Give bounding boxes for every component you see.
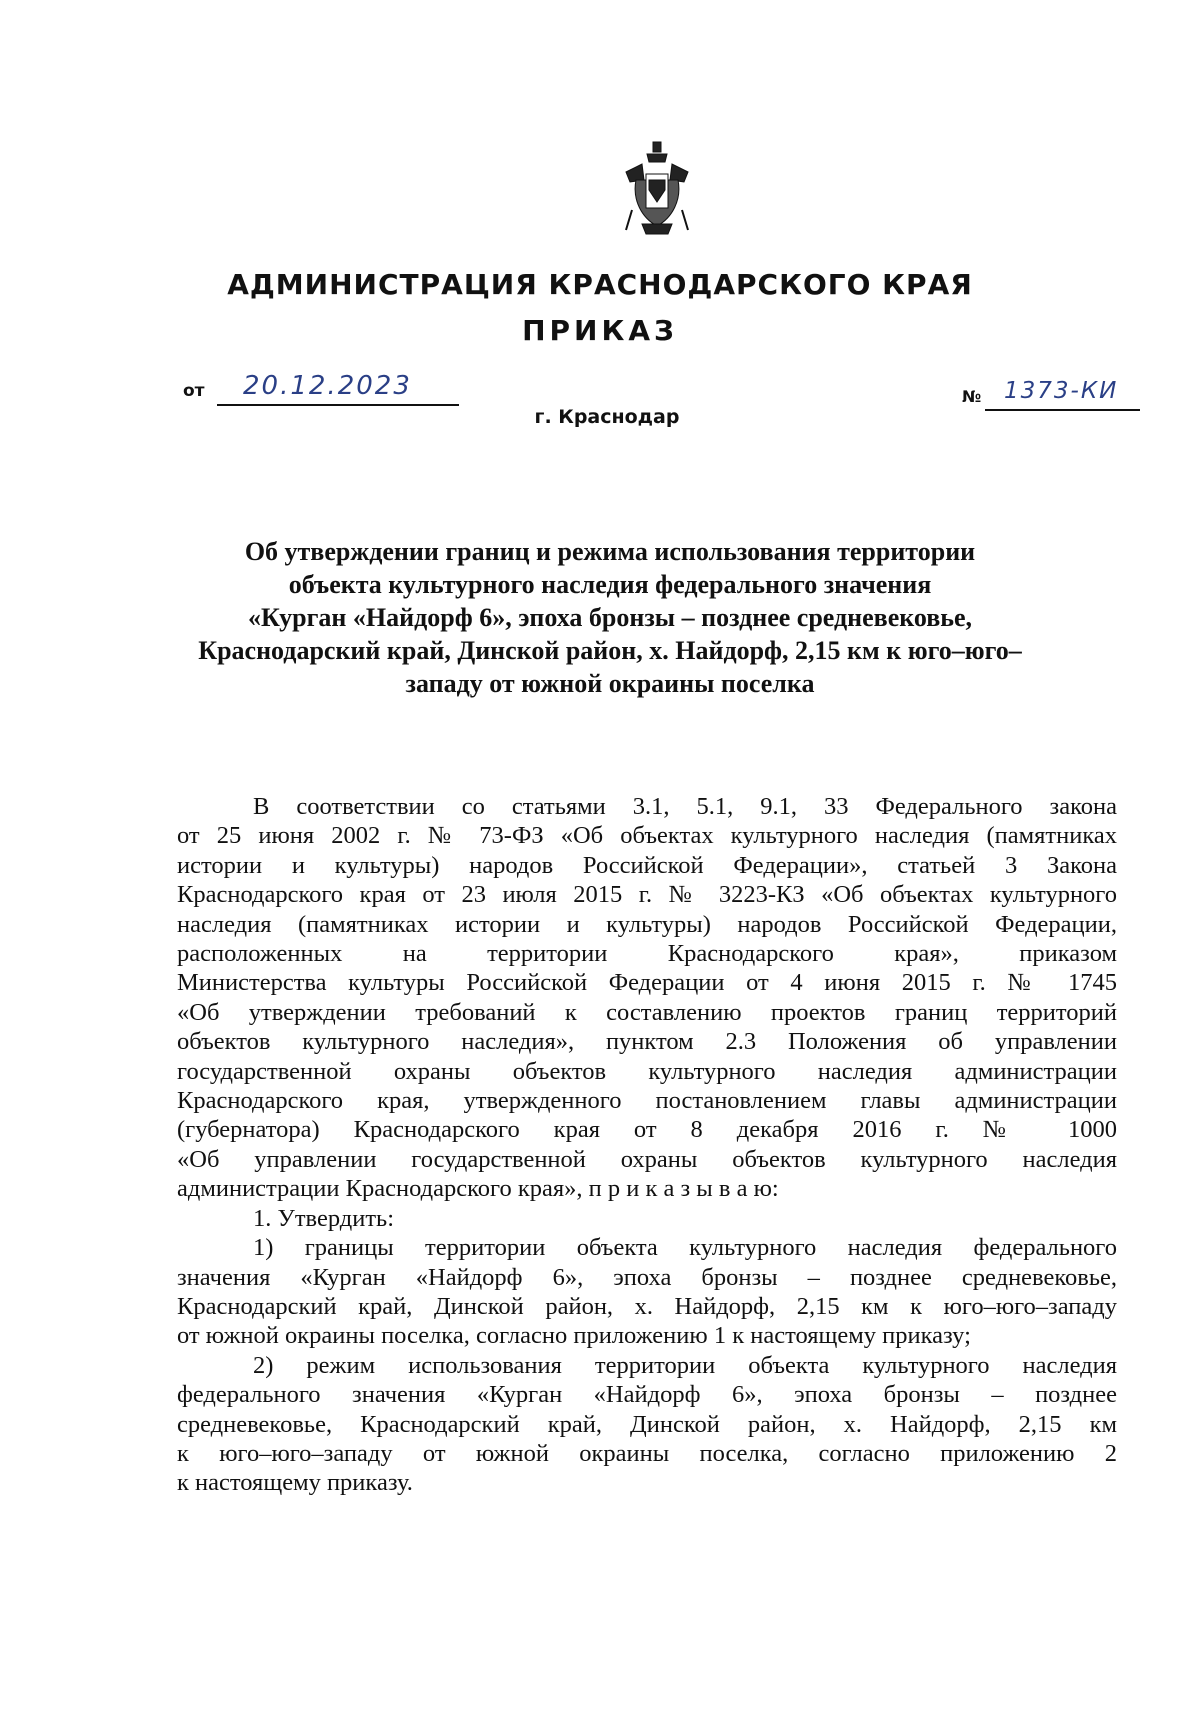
body-line: В соответствии со статьями 3.1, 5.1, 9.1, 33 Федерального закона bbox=[253, 793, 1117, 820]
body-line: значения «Курган «Найдорф 6», эпоха бронзы – позднее средневековье, bbox=[177, 1263, 1117, 1291]
body-line: «Об утверждении требований к составлению проектов границ территорий bbox=[177, 998, 1117, 1026]
coat-of-arms-emblem bbox=[622, 140, 692, 240]
body-line: (губернатора) Краснодарского края от 8 декабря 2016 г. № 1000 bbox=[177, 1116, 1117, 1144]
number-label: № bbox=[962, 387, 982, 406]
body-line: 1) границы территории объекта культурного наследия федерального bbox=[253, 1234, 1117, 1262]
body-line: объектов культурного наследия», пунктом 2.3 Положения об управлении bbox=[177, 1028, 1117, 1056]
body-line: к настоящему приказу. bbox=[177, 1469, 413, 1497]
body-line: Краснодарского края, утвержденного постановлением главы администрации bbox=[177, 1087, 1117, 1115]
body-line: администрации Краснодарского края», п р и к а з ы в а ю: bbox=[177, 1175, 779, 1203]
body-line: от 25 июня 2002 г. № 73-ФЗ «Об объектах культурного наследия (памятниках bbox=[177, 822, 1117, 850]
number-underline bbox=[985, 409, 1140, 411]
date-label: от bbox=[183, 381, 205, 401]
title-line: объекта культурного наследия федерального значения bbox=[288, 570, 932, 599]
body-line: 2) режим использования территории объекта культурного наследия bbox=[253, 1351, 1117, 1379]
body-line: 1. Утвердить: bbox=[253, 1204, 395, 1232]
body-line: истории и культуры) народов Российской Федерации», статьей 3 Закона bbox=[177, 851, 1117, 879]
body-line: государственной охраны объектов культурного наследия администрации bbox=[177, 1057, 1117, 1085]
title-line: Об утверждении границ и режима использования территории bbox=[244, 537, 976, 566]
title-line: западу от южной окраины поселка bbox=[405, 669, 815, 698]
organization-name: АДМИНИСТРАЦИЯ КРАСНОДАРСКОГО КРАЯ bbox=[227, 268, 973, 301]
date-value: 20.12.2023 bbox=[243, 371, 412, 401]
body-line: Краснодарского края от 23 июля 2015 г. № 3223-КЗ «Об объектах культурного bbox=[177, 881, 1117, 909]
body-line: Министерства культуры Российской Федерации от 4 июня 2015 г. № 1745 bbox=[177, 969, 1117, 997]
city-name: г. Краснодар bbox=[534, 406, 680, 428]
body-line: от южной окраины поселка, согласно приложению 1 к настоящему приказу; bbox=[177, 1322, 971, 1350]
document-title bbox=[160, 535, 1060, 700]
number-value: 1373-КИ bbox=[1004, 378, 1119, 404]
body-line: средневековье, Краснодарский край, Динской район, х. Найдорф, 2,15 км bbox=[177, 1410, 1117, 1438]
title-line: «Курган «Найдорф 6», эпоха бронзы – позднее средневековье, bbox=[247, 603, 973, 632]
body-line: Краснодарский край, Динской район, х. Найдорф, 2,15 км к юго–юго–западу bbox=[177, 1292, 1117, 1320]
document-body bbox=[177, 792, 1117, 1498]
title-line: Краснодарский край, Динской район, х. Найдорф, 2,15 км к юго–юго– bbox=[198, 636, 1022, 665]
body-line: федерального значения «Курган «Найдорф 6», эпоха бронзы – позднее bbox=[177, 1381, 1117, 1409]
body-line: расположенных на территории Краснодарского края», приказом bbox=[177, 940, 1117, 968]
body-line: наследия (памятниках истории и культуры) народов Российской Федерации, bbox=[177, 910, 1117, 938]
body-line: «Об управлении государственной охраны объектов культурного наследия bbox=[177, 1145, 1117, 1173]
body-line: к юго–юго–западу от южной окраины поселка, согласно приложению 2 bbox=[177, 1439, 1117, 1467]
document-type: ПРИКАЗ bbox=[522, 314, 678, 347]
